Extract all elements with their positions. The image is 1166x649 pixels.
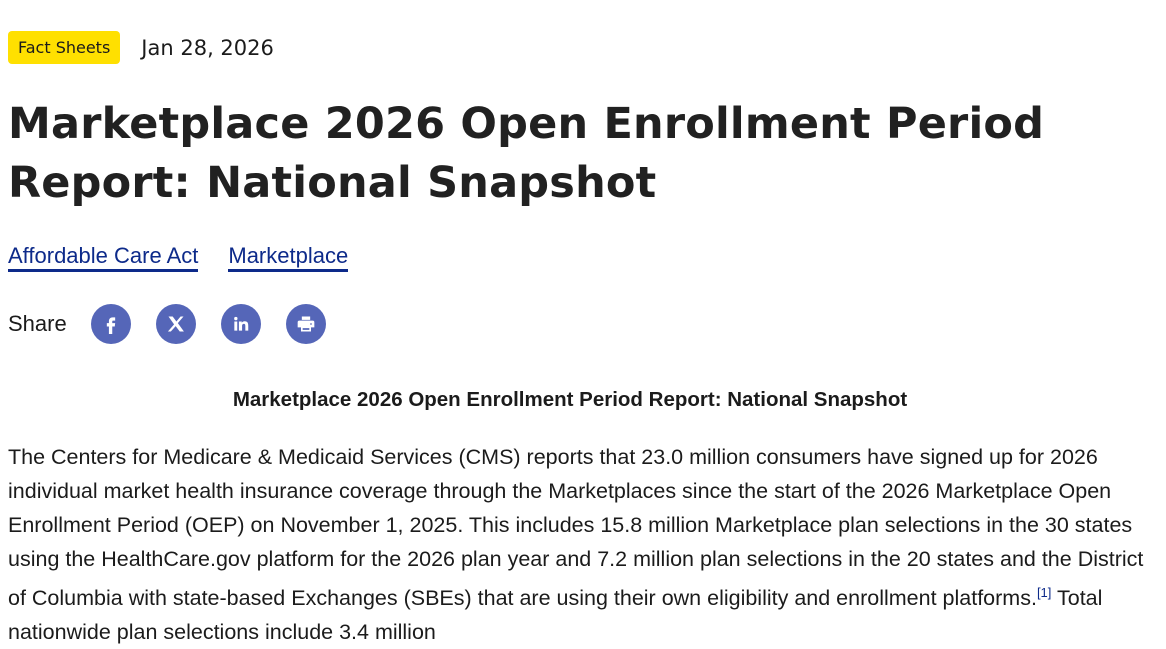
linkedin-icon: [231, 314, 251, 334]
print-icon: [296, 314, 316, 334]
footnote-ref[interactable]: [1037, 585, 1051, 600]
publish-date: Jan 28, 2026: [141, 35, 274, 60]
x-icon: [166, 314, 186, 334]
share-linkedin-button[interactable]: [221, 304, 261, 344]
topic-tags: [8, 242, 348, 272]
paragraph-text: The Centers for Medicare & Medicaid Services (CMS) reports that 23.0 million consumers have signed up for 2026 individual market health insurance coverage through the Marketplaces since the start of the 2026 Marketplace Open Enrollment Period (OEP) on November 1, 2025. This includes 15.8 million Marketplace plan selections in the 30 states using the HealthCare.gov platform for the 2026 plan year and 7.2 million plan selections in the 20 states and the District of Columbia with state-based Exchanges (SBEs) that are using their own eligibility and enrollment platforms.: [8, 445, 1144, 611]
share-facebook-button[interactable]: [91, 304, 131, 344]
tag-marketplace[interactable]: Marketplace: [228, 242, 348, 272]
print-button[interactable]: [286, 304, 326, 344]
share-label: Share: [8, 311, 67, 336]
page-title: Marketplace 2026 Open Enrollment Period Report: National Snapshot: [8, 99, 1045, 208]
tag-affordable-care-act[interactable]: Affordable Care Act: [8, 242, 198, 272]
facebook-icon: [101, 314, 121, 334]
body-paragraph: [8, 440, 1148, 649]
category-badge[interactable]: Fact Sheets: [8, 31, 120, 64]
footnote-link[interactable]: [1]: [1036, 585, 1052, 600]
paragraph-text-continued: Total nationwide plan selections include 3.4 million: [8, 586, 1103, 645]
article-meta: [8, 31, 274, 64]
content-subtitle: Marketplace 2026 Open Enrollment Period Report: National Snapshot: [232, 388, 908, 411]
share-x-button[interactable]: [156, 304, 196, 344]
share-bar: [8, 304, 351, 344]
